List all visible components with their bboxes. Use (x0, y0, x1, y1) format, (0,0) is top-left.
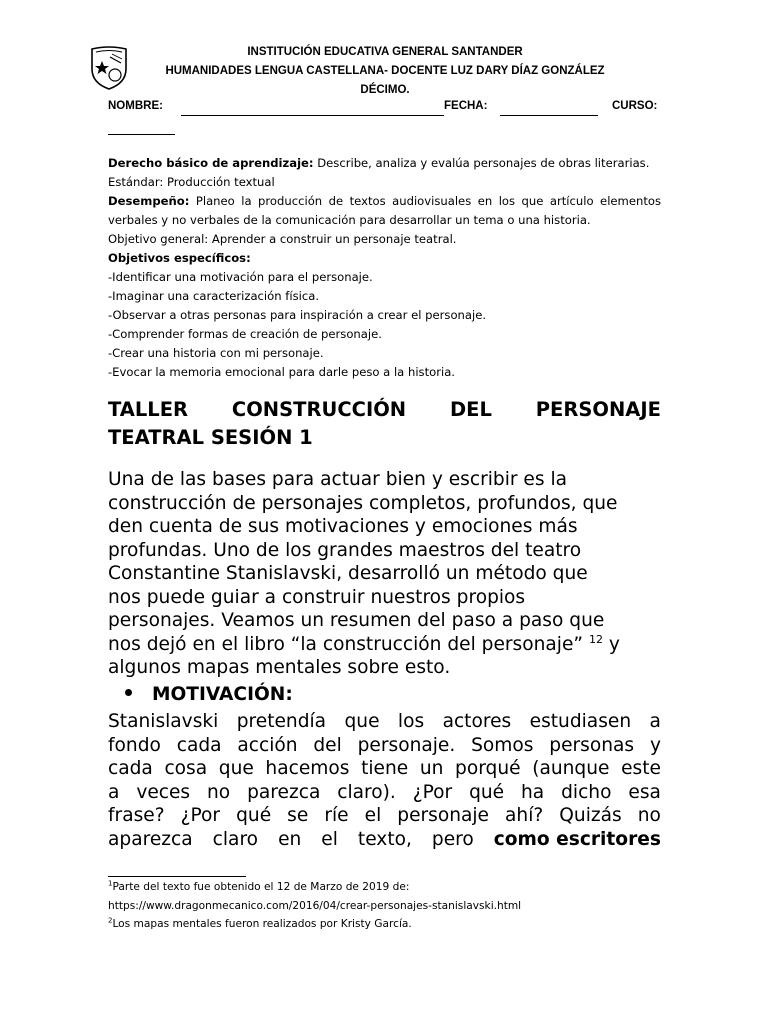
intro-line: Una de las bases para actuar bien y escribir es la (108, 469, 568, 490)
intro-line: personajes. Veamos un resumen del paso a paso que (108, 610, 605, 631)
intro-line-tail: y (602, 633, 620, 655)
motivation-word: claro (212, 828, 259, 850)
motivation-word: porqué (455, 758, 521, 779)
performance-paragraph (108, 192, 661, 229)
motivation-line (108, 757, 661, 781)
motivation-word: claro). (337, 781, 396, 803)
specific-objectives-label (108, 249, 661, 268)
performance-text: Planeo la producción de textos audiovisuales en los que artículo elementos verbales y no verbales de la comunicación para desarrollar un tema o una historia. (108, 194, 661, 227)
name-field[interactable] (181, 115, 444, 116)
motivation-word: (aunque (532, 758, 610, 779)
footnote-2-number: 2 (108, 916, 113, 925)
workshop-title (108, 396, 661, 452)
bullet-icon (125, 689, 132, 696)
motivation-word: en (278, 828, 302, 850)
motivation-word: ¿Por (180, 805, 221, 826)
motivation-word: acción (237, 734, 298, 756)
footnote-refs[interactable]: 12 (588, 632, 603, 646)
motivation-word: qué (469, 781, 505, 803)
footnote-2 (108, 916, 668, 932)
motivation-word: Quizás (559, 805, 622, 826)
department-line: HUMANIDADES LENGUA CASTELLANA- DOCENTE LUZ DARY DÍAZ GONZÁLEZ (165, 65, 605, 77)
date-field[interactable] (500, 115, 598, 116)
footnote-1 (108, 879, 668, 895)
intro-line-with-refs (108, 633, 661, 657)
objective-item: -Crear una historia con mi personaje. (108, 346, 324, 360)
motivation-word: se (287, 805, 309, 826)
student-info-row (108, 100, 661, 120)
institution-name: INSTITUCIÓN EDUCATIVA GENERAL SANTANDER (247, 46, 523, 58)
motivation-word: qué (236, 805, 272, 826)
motivation-word: hacemos (265, 758, 350, 779)
motivation-word: que (344, 711, 380, 732)
intro-line: nos dejó en el libro “la construcción del personaje” (108, 633, 584, 655)
motivation-word: los (397, 711, 425, 732)
motivation-word: texto, (357, 828, 412, 850)
motivation-word: cosa (164, 758, 208, 779)
title-line-1 (108, 396, 661, 424)
motivation-word: frase? (108, 805, 165, 826)
motivation-word: a (649, 711, 661, 732)
footnote-1-number: 1 (108, 879, 113, 888)
intro-paragraph (108, 468, 661, 680)
motivation-word: esa (628, 781, 661, 803)
performance-label: Desempeño: (108, 194, 190, 208)
motivation-paragraph (108, 710, 661, 851)
motivation-word: cada (176, 734, 222, 756)
motivation-word: a (108, 781, 120, 803)
motivation-word: que (218, 758, 254, 779)
dba-text: Describe, analiza y evalúa personajes de obras literarias. (313, 156, 650, 170)
dba-line (108, 154, 661, 173)
objective-item: -Comprender formas de creación de personaje. (108, 327, 382, 341)
footnote-1-text: Parte del texto fue obtenido el 12 de Marzo de 2019 de: (112, 881, 410, 893)
date-label: FECHA: (444, 100, 488, 112)
motivation-word: personas (549, 734, 635, 756)
dba-label: Derecho básico de aprendizaje: (108, 156, 314, 170)
title-word: TALLER (108, 398, 189, 421)
intro-line: Constantine Stanislavski, desarrolló un método que (108, 563, 588, 584)
motivation-word: y (649, 734, 661, 756)
motivation-word: este (621, 758, 661, 779)
motivation-line (108, 734, 661, 758)
motivation-word: veces (136, 781, 191, 803)
motivation-word: fondo (108, 734, 161, 756)
objective-item: -Identificar una motivación para el personaje. (108, 270, 373, 284)
motivation-heading (125, 683, 293, 706)
motivation-word: ahí? (505, 805, 544, 826)
motivation-heading-text: MOTIVACIÓN: (152, 684, 293, 705)
motivation-word: ríe (324, 805, 349, 826)
motivation-line (108, 804, 661, 828)
motivation-word: cada (108, 758, 153, 779)
motivation-word: Stanislavski (108, 711, 219, 732)
title-word: DEL (449, 398, 492, 421)
specific-objectives-heading: Objetivos específicos: (108, 251, 251, 265)
general-objective: Objetivo general: Aprender a construir un personaje teatral. (108, 232, 457, 246)
objective-item: -Evocar la memoria emocional para darle peso a la historia. (108, 365, 455, 379)
motivation-word: pero (431, 828, 474, 850)
intro-line: construcción de personajes completos, profundos, que (108, 492, 618, 514)
footnote-1-url[interactable]: https://www.dragonmecanico.com/2016/04/crear-personajes-stanislavski.html (108, 900, 522, 912)
footnote-2-text: Los mapas mentales fueron realizados por Kristy García. (112, 918, 412, 930)
motivation-line (108, 781, 661, 805)
motivation-word: ha (521, 781, 545, 803)
title-word: CONSTRUCCIÓN (231, 398, 407, 421)
intro-line: nos puede guiar a construir nuestros propios (108, 586, 526, 608)
motivation-line (108, 828, 661, 852)
motivation-word: aparezca (108, 828, 193, 850)
course-field[interactable] (108, 134, 175, 135)
motivation-word: tiene (361, 758, 409, 779)
motivation-word: parezca (247, 781, 321, 803)
motivation-word: personaje (397, 805, 489, 826)
motivation-word: dicho (561, 781, 612, 803)
objective-item: -Observar a otras personas para inspiración a crear el personaje. (108, 308, 487, 322)
intro-line: den cuenta de sus motivaciones y emociones más (108, 516, 578, 537)
motivation-word: el (321, 828, 338, 850)
motivation-word: estudiasen (529, 711, 632, 732)
motivation-word: ¿Por (412, 781, 453, 803)
intro-line: algunos mapas mentales sobre esto. (108, 657, 451, 678)
motivation-word: un (419, 758, 444, 779)
motivation-word: pretendía (236, 711, 327, 732)
title-word: PERSONAJE (535, 398, 661, 421)
motivation-word: personaje. (357, 734, 456, 756)
objective-item: -Imaginar una caracterización física. (108, 289, 320, 303)
standard-line: Estándar: Producción textual (108, 175, 275, 189)
name-label: NOMBRE: (108, 100, 163, 112)
title-line-2: TEATRAL SESIÓN 1 (108, 426, 313, 449)
motivation-word: del (313, 734, 342, 756)
motivation-word: Somos (471, 734, 534, 756)
course-label: CURSO: (612, 100, 658, 112)
motivation-word: el (364, 805, 382, 826)
grade-line: DÉCIMO. (360, 84, 410, 96)
school-crest-logo (88, 45, 130, 91)
motivation-word: no (637, 805, 661, 826)
intro-line: profundas. Uno de los grandes maestros del teatro (108, 539, 582, 561)
motivation-word: como escritores (493, 828, 661, 850)
motivation-word: no (207, 781, 231, 803)
motivation-word: actores (442, 711, 512, 732)
motivation-line (108, 710, 661, 734)
footnote-separator (108, 876, 246, 877)
